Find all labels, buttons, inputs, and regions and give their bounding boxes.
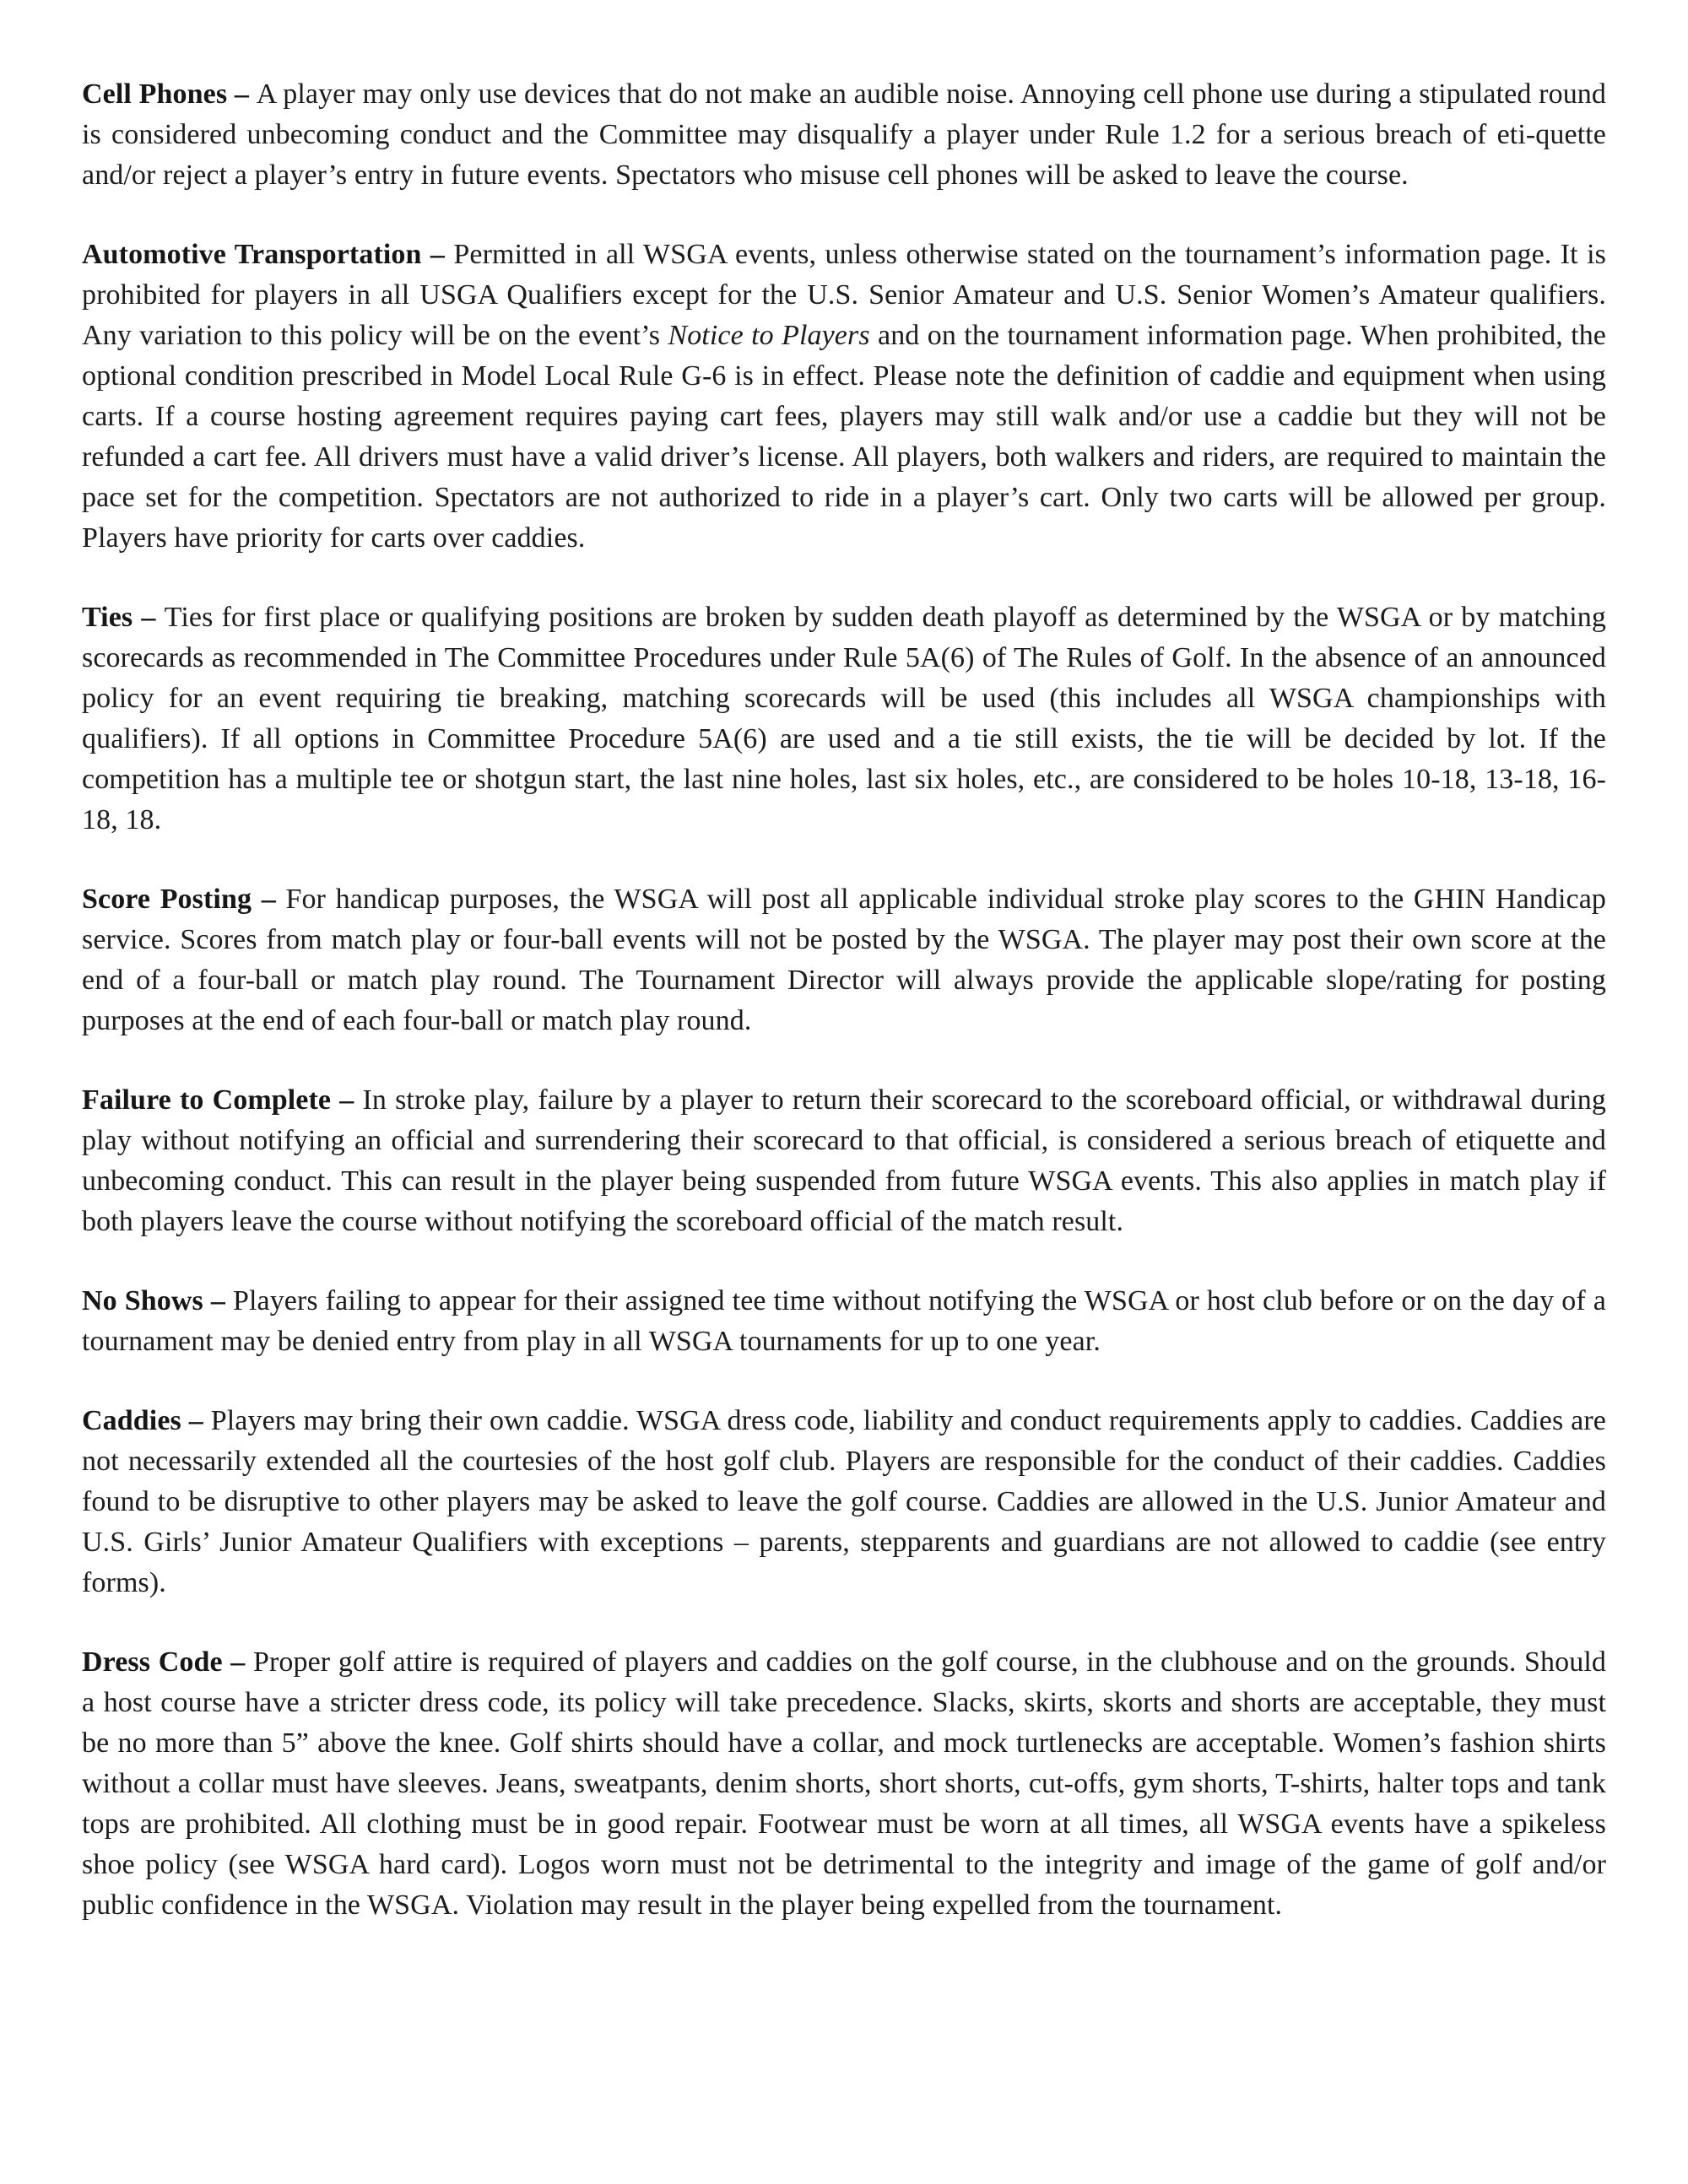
body-text: and on the tournament information page. When prohibited, the optional condition prescribed in Model Local Rule G-6 is in effect. Please note the definition of caddie and equipment when using carts. If a course hosting agreement requires paying cart fees, players may still walk and/or use a caddie but they will not be refunded a cart fee. All drivers must have a valid driver’s license. All players, both walkers and riders, are required to maintain the pace set for the competition. Spectators are not authorized to ride in a player’s cart. Only two carts will be allowed per group. Players have priority for carts over caddies. bbox=[82, 320, 1606, 554]
heading-dash: – bbox=[181, 1405, 211, 1436]
paragraph-heading: No Shows bbox=[82, 1285, 203, 1316]
heading-dash: – bbox=[421, 239, 454, 270]
paragraph-heading: Failure to Complete bbox=[82, 1084, 332, 1116]
paragraph-score-posting bbox=[82, 879, 1606, 1041]
body-text-italic: Notice to Players bbox=[668, 320, 870, 351]
paragraph-ties bbox=[82, 597, 1606, 841]
body-text: Players failing to appear for their assigned tee time without notifying the WSGA or host club before or on the day of a tournament may be denied entry from play in all WSGA tournaments for up to one year. bbox=[82, 1285, 1606, 1357]
paragraph-heading: Score Posting bbox=[82, 884, 252, 915]
paragraph-dress-code bbox=[82, 1642, 1606, 1926]
paragraph-failure-to-complete bbox=[82, 1080, 1606, 1242]
heading-dash: – bbox=[252, 884, 286, 915]
body-text: For handicap purposes, the WSGA will post all applicable individual stroke play scores to the GHIN Handicap service. Scores from match play or four-ball events will not be posted by the WSGA. The player may post their own score at the end of a four-ball or match play round. The Tournament Director will always provide the applicable slope/rating for posting purposes at the end of each four-ball or match play round. bbox=[82, 884, 1606, 1036]
heading-dash: – bbox=[133, 602, 165, 633]
paragraph-cell-phones bbox=[82, 74, 1606, 196]
body-text: Ties for first place or qualifying positions are broken by sudden death playoff as determined by the WSGA or by matching scorecards as recommended in The Committee Procedures under Rule 5A(6) of The Rules of Golf. In the absence of an announced policy for an event requiring tie breaking, matching scorecards will be used (this includes all WSGA championships with qualifiers). If all options in Committee Procedure 5A(6) are used and a tie still exists, the tie will be decided by lot. If the competition has a multiple tee or shotgun start, the last nine holes, last six holes, etc., are considered to be holes 10-18, 13-18, 16-18, 18. bbox=[82, 602, 1606, 835]
paragraph-heading: Dress Code bbox=[82, 1646, 223, 1678]
body-text: In stroke play, failure by a player to return their scorecard to the scoreboard official, or withdrawal during play without notifying an official and surrendering their scorecard to that official, is considered a serious breach of etiquette and unbecoming conduct. This can result in the player being suspended from future WSGA events. This also applies in match play if both players leave the course without notifying the scoreboard official of the match result. bbox=[82, 1084, 1606, 1237]
paragraph-caddies bbox=[82, 1401, 1606, 1603]
heading-dash: – bbox=[222, 1646, 253, 1678]
heading-dash: – bbox=[331, 1084, 363, 1116]
paragraph-heading: Caddies bbox=[82, 1405, 181, 1436]
heading-dash: – bbox=[203, 1285, 233, 1316]
body-text: A player may only use devices that do not make an audible noise. Annoying cell phone use during a stipulated round is considered unbecoming conduct and the Committee may disqualify a player under Rule 1.2 for a serious breach of eti-quette and/or reject a player’s entry in future events. Spectators who misuse cell phones will be asked to leave the course. bbox=[82, 78, 1606, 191]
paragraph-heading: Automotive Transportation bbox=[82, 239, 422, 270]
paragraph-automotive-transportation bbox=[82, 235, 1606, 559]
body-text: Permitted in all WSGA events, unless otherwise stated on the tournament’s information page. It is prohibited for players in all USGA Qualifiers except for the U.S. Senior Amateur and U.S. Senior Women’s Amateur qualifiers. Any variation to this policy will be on the event’s bbox=[82, 239, 1606, 351]
paragraph-heading: Cell Phones bbox=[82, 78, 228, 110]
heading-dash: – bbox=[227, 78, 257, 110]
policy-text bbox=[82, 74, 1606, 1926]
body-text: Proper golf attire is required of players and caddies on the golf course, in the clubhouse and on the grounds. Should a host course have a stricter dress code, its policy will take precedence. Slacks, skirts, skorts and shorts are acceptable, they must be no more than 5” above the knee. Golf shirts should have a collar, and mock turtlenecks are acceptable. Women’s fashion shirts without a collar must have sleeves. Jeans, sweatpants, denim shorts, short shorts, cut-offs, gym shorts, T-shirts, halter tops and tank tops are prohibited. All clothing must be in good repair. Footwear must be worn at all times, all WSGA events have a spikeless shoe policy (see WSGA hard card). Logos worn must not be detrimental to the integrity and image of the game of golf and/or public confidence in the WSGA. Violation may result in the player being expelled from the tournament. bbox=[82, 1646, 1607, 1921]
paragraph-no-shows bbox=[82, 1281, 1606, 1362]
paragraph-heading: Ties bbox=[82, 602, 133, 633]
body-text: Players may bring their own caddie. WSGA dress code, liability and conduct requirements apply to caddies. Caddies are not necessarily extended all the courtesies of the host golf club. Players are responsible for the conduct of their caddies. Caddies found to be disruptive to other players may be asked to leave the golf course. Caddies are allowed in the U.S. Junior Amateur and U.S. Girls’ Junior Amateur Qualifiers with exceptions – parents, stepparents and guardians are not allowed to caddie (see entry forms). bbox=[82, 1405, 1606, 1598]
